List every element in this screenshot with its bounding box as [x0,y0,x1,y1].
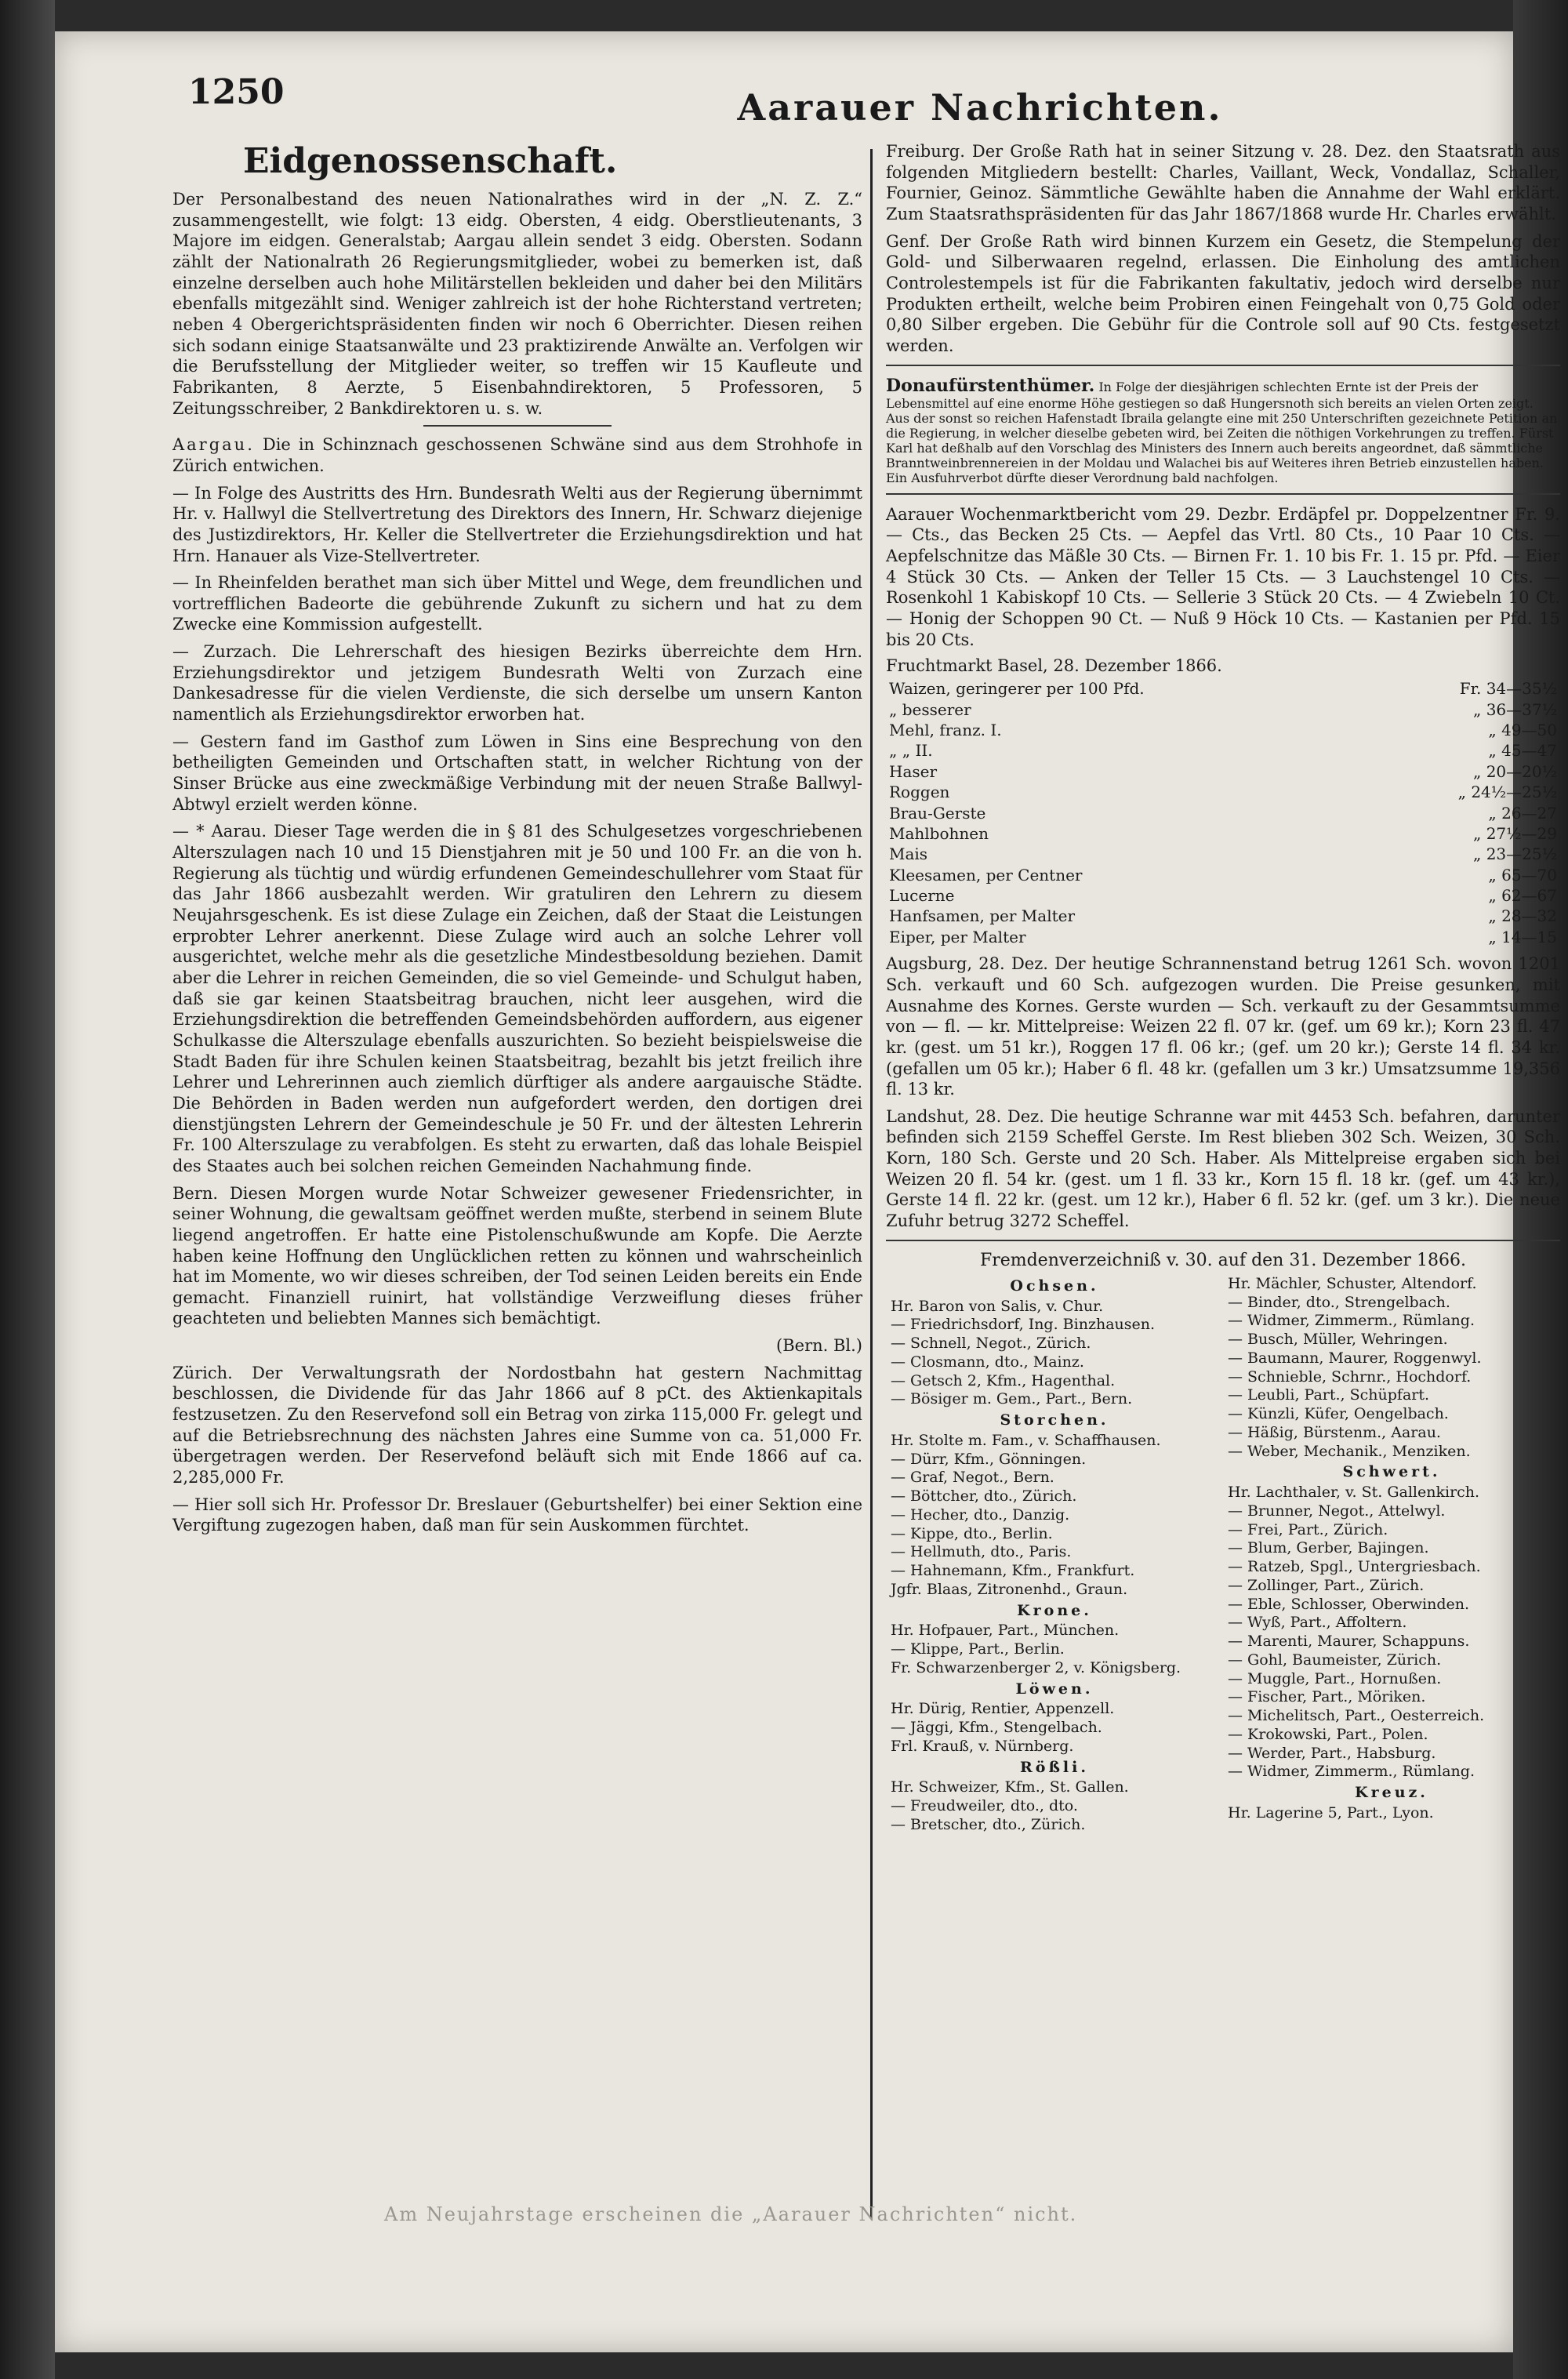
guest-entry: Hr. Lagerine 5, Part., Lyon. [1228,1803,1434,1821]
grain-row [886,740,1560,761]
article-bern-source [172,1335,862,1357]
grain-row [886,885,1560,906]
guest-entry: — Hahnemann, Kfm., Frankfurt. [891,1562,1135,1580]
fruchtmarkt-heading: Fruchtmarkt Basel, 28. Dezember 1866. [886,656,1222,676]
grain-price: „ 49—50 [1488,720,1557,739]
section-heading-eidgenossenschaft: Eidgenossenschaft. [243,141,618,181]
grain-name: „ besserer [889,699,971,719]
article-welti: — In Folge des Austritts des Hrn. Bundesrath Welti aus der Regierung übernimmt Hr. v. Hallwyl die Stellvertretung des Direktors des Innern, Hr. Schwarz diejenige des Justizdirektors, Hr. Keller die Stellvertreter die Erziehungsdirektion und hat Hrn. Hanauer als Vize-Stellvertreter. [172,483,862,565]
divider [886,1240,1560,1241]
guest-entry: — Schnieble, Schrnr., Hochdorf. [1228,1367,1472,1386]
grain-row [886,865,1560,885]
guest-entry: Hr. Baron von Salis, v. Chur. [891,1297,1104,1315]
guest-entry: — Ratzeb, Spgl., Untergriesbach. [1228,1558,1481,1576]
guest-entry: — Wyß, Part., Affoltern. [1228,1614,1407,1632]
article-zurzach: — Zurzach. Die Lehrerschaft des hiesigen Bezirks überreichte dem Hrn. Erziehungsdirektor und jetzigem Bundesrath Welti von Zurzach eine Dankesadresse für die vielen Verdienste, die sich derselbe um unsern Kanton namentlich als Erziehungsdirektor erworben hat. [172,642,862,725]
guest-entry: — Getsch 2, Kfm., Hagenthal. [891,1371,1116,1389]
grain-name: Roggen [889,783,950,802]
guest-entry: — Häßig, Bürstenm., Aarau. [1228,1423,1441,1441]
grain-row [886,782,1560,802]
hotel-name: Löwen. [1015,1680,1094,1698]
guest-entry: — Hecher, dto., Danzig. [891,1505,1070,1524]
guest-entry: — Widmer, Zimmerm., Rümlang. [1228,1763,1475,1781]
guest-entry: Hr. Lachthaler, v. St. Gallenkirch. [1228,1484,1480,1502]
guest-entry: Hr. Dürig, Rentier, Appenzell. [891,1700,1115,1718]
guest-entry: — Kippe, dto., Berlin. [891,1524,1053,1542]
grain-name: Waizen, geringerer per 100 Pfd. [889,679,1145,699]
grain-price: „ 26—27 [1488,803,1557,823]
article-aargau [172,434,862,476]
article-zuerich: Zürich. Der Verwaltungsrath der Nordostbahn hat gestern Nachmittag beschlossen, die Dividende für das Jahr 1866 auf 8 pCt. des Aktienkapitals festzusetzen. Zu den Reservefond soll ein Betrag von zirka 115,000 Fr. gelegt und auf die Betriebsrechnung des nächsten Jahres eine Summe von ca. 51,000 Fr. übergetragen werden. Der Reservefond beläuft sich mit Ende 1866 auf ca. 2,285,000 Fr. [172,1363,862,1487]
right-column [886,141,1560,1835]
grain-row [886,927,1560,947]
guest-entry: — Bösiger m. Gem., Part., Bern. [891,1390,1133,1408]
page-number: 1250 [188,72,285,112]
guest-entry: — Widmer, Zimmerm., Rümlang. [1228,1312,1475,1330]
guest-entry: — Dürr, Kfm., Gönningen. [891,1450,1087,1468]
hotel-name: Ochsen. [1010,1277,1099,1295]
article-genf: Genf. Der Große Rath wird binnen Kurzem ein Gesetz, die Stempelung der Gold- und Silberwaaren regelnd, erlassen. Die Einholung des amtlichen Controlestempels ist für die Fabrikanten fakultativ, jedoch wird derselbe nur Produkten ertheilt, welche beim Probiren einen Feingehalt von 0,75 Gold oder 0,80 Silber ergeben. Die Gebühr für die Controle soll auf 90 Cts. festgesetzt werden. [886,231,1560,355]
grain-row [886,906,1560,926]
grain-row [886,720,1560,740]
divider [886,493,1560,495]
guest-list-column-2 [1223,1275,1560,1835]
guest-entry: — Böttcher, dto., Zürich. [891,1487,1077,1505]
guest-entry: — Brunner, Negot., Attelwyl. [1228,1502,1446,1520]
guest-entry: — Busch, Müller, Wehringen. [1228,1331,1448,1349]
guest-entry: Jgfr. Blaas, Zitronenhd., Graun. [891,1580,1128,1598]
guest-entry: — Jäggi, Kfm., Stengelbach. [891,1719,1102,1737]
grain-price: „ 27½—29 [1472,823,1557,843]
source-bern: (Bern. Bl.) [776,1336,862,1356]
guest-entry: — Freudweiler, dto., dto. [891,1797,1078,1815]
grain-price: „ 14—15 [1488,927,1557,946]
guest-entry: — Werder, Part., Habsburg. [1228,1744,1436,1762]
grain-name: Haser [889,761,938,781]
grain-name: Mehl, franz. I. [889,720,1002,739]
grain-row [886,844,1560,864]
grain-price: „ 23—25½ [1472,844,1557,864]
grain-row [886,823,1560,844]
grain-price: „ 65—70 [1488,865,1557,884]
article-sins: — Gestern fand im Gasthof zum Löwen in Sins eine Besprechung von den betheiligten Gemeinden und Ortschaften statt, in welcher Richtung von der Sinser Brücke aus eine zweckmäßige Verbindung mit der neuen Straße Ballwyl-Abtwyl erzielt werden könne. [172,732,862,814]
guest-entry: — Marenti, Maurer, Schappuns. [1228,1633,1470,1651]
divider [886,365,1560,366]
grain-price: „ 45—47 [1488,741,1557,761]
guest-entry: Fr. Schwarzenberger 2, v. Königsberg. [891,1658,1181,1676]
hotel-name: Storchen. [1000,1411,1109,1429]
column-divider [870,149,873,2219]
grain-price: „ 20—20½ [1472,761,1557,781]
guest-entry: — Hellmuth, dto., Paris. [891,1543,1072,1561]
guest-entry: Hr. Stolte m. Fam., v. Schaffhausen. [891,1431,1161,1449]
newspaper-page [55,31,1560,2352]
article-bern: Bern. Diesen Morgen wurde Notar Schweizer gewesener Friedensrichter, in seiner Wohnung, die gewaltsam geöffnet werden mußte, sterbend in seinem Blute liegend angetroffen. Er hatte eine Pistolenschußwunde am Kopfe. Die Aerzte haben keine Hoffnung den Unglücklichen retten zu können und wahrscheinlich hat im Momente, wo wir dieses schreiben, der Tod seinen Leiden bereits ein Ende gemacht. Finanziell ruinirt, hat vollständige Verzweiflung dieses früher geachteten und beliebten Mannes sich bemächtigt. [172,1183,862,1328]
guest-entry: Hr. Hofpauer, Part., München. [891,1622,1120,1640]
article-augsburg: Augsburg, 28. Dez. Der heutige Schrannenstand betrug 1261 Sch. wovon 1201 Sch. verkauft und 60 Sch. aufgezogen wurden. Die Preise gesunken, mit Ausnahme des Kornes. Gerste wurden — Sch. verkauft zu der Gesammtsumme von — fl. — kr. Mittelpreise: Weizen 22 fl. 07 kr. (gef. um 69 kr.); Korn 23 fl. 47 kr. (gest. um 51 kr.), Roggen 17 fl. 06 kr.; (gef. um 20 kr.); Gerste 14 fl. 34 kr. (gefallen um 05 kr.); Haber 6 fl. 48 kr. (gefallen um 3 kr.) Umsatzsumme 19,356 fl. 13 kr. [886,954,1560,1099]
guest-entry: Hr. Schweizer, Kfm., St. Gallen. [891,1778,1129,1796]
article-landshut: Landshut, 28. Dez. Die heutige Schranne war mit 4453 Sch. befahren, darunter befinden sich 2159 Scheffel Gerste. Im Rest blieben 302 Sch. Weizen, 30 Sch. Korn, 180 Sch. Gerste und 20 Sch. Haber. Als Mittelpreise ergaben sich bei Weizen 20 fl. 54 kr. (gest. um 1 fl. 33 kr., Korn 15 fl. 18 kr. (gef. um 43 kr.), Gerste 14 fl. 22 kr. (gest. um 12 kr.), Haber 6 fl. 52 kr. (gef. um 3 kr.). Die neue Zufuhr betrug 3272 Scheffel. [886,1106,1560,1231]
grain-row [886,678,1560,699]
grain-price: „ 24½—25½ [1457,783,1557,802]
grain-row [886,761,1560,782]
guest-entry: — Friedrichsdorf, Ing. Binzhausen. [891,1316,1156,1334]
article-aarau: — * Aarau. Dieser Tage werden die in § 81 des Schulgesetzes vorgeschriebenen Alterszulagen nach 10 und 15 Dienstjahren mit je 50 und 100 Fr. an die von h. Regierung als tüchtig und würdig erfundenen Gemeindeschullehrer vom Staat für das Jahr 1866 ausbezahlt werden. Wir gratuliren den Lehrern zu diesem Neujahrsgeschenk. Es ist diese Zulage ein Zeichen, daß der Staat die Leistungen erprobter Lehrer anerkennt. Diese Zulage wird auch an solche Lehrer voll ausgerichtet, welche mehr als die gesetzliche Mindestbesoldung beziehen. Damit aber die Lehrer in reichen Gemeinden, die so viel Gemeinde- und Schulgut haben, daß sie gar keinen Staatsbeitrag brauchen, nicht leer ausgehen, wird die Erziehungsdirektion die betreffenden Gemeindsbehörden auffordern, aus eigener Schulkasse die Alterszulage ebenfalls auszurichten. So bezieht beispielsweise die Stadt Baden für ihre Schulen keinen Staatsbeitrag, bezahlt bis jetzt freilich ihre Lehrer und Lehrerinnen auch ziemlich dürftiger als andere aargauische Städte. Die Behörden in Baden werden nun aufgefordert werden, den dortigen drei dienstjüngsten Lehrern der Gemeindeschule je 50 Fr. und der ältesten Lehrerin Fr. 100 Alterszulage zu verabfolgen. Es steht zu erwarten, daß das lohale Beispiel des Staates auch bei solchen reichen Gemeinden Nachahmung finde. [172,822,862,1175]
section-heading-donau: Donaufürstenthümer. [886,375,1095,396]
bleed-through-notice: Am Neujahrstage erscheinen die „Aarauer Nachrichten“ nicht. [384,2203,1078,2225]
guest-entry: — Fischer, Part., Möriken. [1228,1688,1426,1706]
guest-entry: Frl. Krauß, v. Nürnberg. [891,1737,1074,1755]
guest-entry: — Eble, Schlosser, Oberwinden. [1228,1595,1470,1613]
grain-row [886,699,1560,720]
grain-name: „ „ II. [889,741,933,761]
guest-entry: — Leubli, Part., Schüpfart. [1228,1386,1430,1404]
guest-list-column-1 [886,1275,1223,1835]
hotel-name: Kreuz. [1355,1784,1428,1802]
left-column [172,141,862,1542]
grain-name: Brau-Gerste [889,803,986,823]
guest-entry: — Blum, Gerber, Bajingen. [1228,1539,1429,1557]
guest-entry: — Zollinger, Part., Zürich. [1228,1576,1425,1594]
grain-price: „ 62—67 [1488,886,1557,906]
article-freiburg: Freiburg. Der Große Rath hat in seiner Sitzung v. 28. Dez. den Staatsrath aus folgenden Mitgliedern bestellt: Charles, Vaillant, Weck, Vondallaz, Schaller, Fournier, Geinoz. Sämmtliche Gewählte haben die Annahme der Wahl erklärt. Zum Staatsrathspräsidenten für das Jahr 1867/1868 wurde Hr. Charles erwählt. [886,142,1560,223]
guest-entry: — Baumann, Maurer, Roggenwyl. [1228,1349,1482,1367]
guest-entry: — Closmann, dto., Mainz. [891,1353,1084,1371]
hotel-name: Krone. [1017,1601,1092,1619]
grain-price: „ 36—37½ [1472,699,1557,719]
grain-name: Eiper, per Malter [889,927,1026,946]
article-breslauer: — Hier soll sich Hr. Professor Dr. Breslauer (Geburtshelfer) bei einer Sektion eine Vergiftung zugezogen haben, daß man für sein Auskommen fürchtet. [172,1495,862,1535]
grain-name: Hanfsamen, per Malter [889,906,1076,926]
guest-entry: — Binder, dto., Strengelbach. [1228,1293,1450,1311]
guest-entry: — Graf, Negot., Bern. [891,1469,1054,1487]
grain-name: Mais [889,844,928,864]
guest-entry: — Muggle, Part., Hornußen. [1228,1669,1442,1687]
guest-entry: — Klippe, Part., Berlin. [891,1640,1065,1658]
guest-entry: — Schnell, Negot., Zürich. [891,1335,1091,1353]
grain-row [886,803,1560,823]
grain-name: Kleesamen, per Centner [889,865,1083,884]
grain-price-table [886,678,1560,947]
masthead: Aarauer Nachrichten. [737,86,1223,129]
article-nationalrath: Der Personalbestand des neuen Nationalrathes wird in der „N. Z. Z.“ zusammengestellt, wie folgt: 13 eidg. Obersten, 4 eidg. Oberstlieutenants, 3 Majore im eidgen. Generalstab; Aargau allein sendet 3 eidg. Obersten. Sodann zählt der Nationalrath 26 Regierungsmitglieder, wobei zu bemerken ist, daß einzelne derselben auch hohe Militärstellen bekleiden und daher bei den Militärs ebenfalls mitgezählt sind. Weniger zahlreich ist der hohe Richterstand vertreten; neben 4 Obergerichtspräsidenten finden wir noch 6 Oberrichter. Diesen reihen sich sodann einige Staatsanwälte und 23 praktizirende Anwälte an. Verfolgen wir die Berufsstellung der Mitglieder weiter, so treffen wir 15 Kaufleute und Fabrikanten, 8 Aerzte, 5 Eisenbahndirektoren, 5 Professoren, 5 Zeitungsschreiber, 2 Bankdirektoren u. s. w. [172,190,862,418]
guest-entry: — Krokowski, Part., Polen. [1228,1725,1428,1743]
article-wochenmarkt: Aarauer Wochenmarktbericht vom 29. Dezbr. Erdäpfel pr. Doppelzentner Fr. 9. — Cts., das Becken 25 Cts. — Aepfel das Vrtl. 80 Cts., 10 Paar 10 Cts. — Aepfelschnitze das Mäßle 30 Cts. — Birnen Fr. 1. 10 bis Fr. 1. 15 pr. Pfd. — Eier 4 Stück 30 Cts. — Anken der Teller 15 Cts. — 3 Lauchstengel 10 Cts. — Rosenkohl 1 Kabiskopf 10 Cts. — Sellerie 3 Stück 20 Cts. — 4 Zwiebeln 10 Ct. — Honig der Schoppen 90 Ct. — Nuß 9 Höck 10 Cts. — Kastanien per Pfd. 15 bis 20 Cts. [886,504,1560,649]
guest-list [886,1275,1560,1835]
divider [423,425,612,427]
guest-entry: — Frei, Part., Zürich. [1228,1520,1388,1538]
hotel-name: Rößli. [1020,1758,1089,1776]
book-binding-left [0,0,55,2379]
grain-price: Fr. 34—35½ [1459,679,1557,699]
guest-entry: — Bretscher, dto., Zürich. [891,1815,1086,1833]
hotel-name: Schwert. [1342,1463,1441,1481]
grain-price: „ 28—32 [1488,906,1557,926]
article-aargau-text: Die in Schinznach geschossenen Schwäne sind aus dem Strohhofe in Zürich entwichen. [172,435,862,475]
article-donau-text: In Folge der diesjährigen schlechten Ernte ist der Preis der Lebensmittel auf eine enorme Höhe gestiegen so daß Hungersnoth sich bereits an vielen Orten zeigt. Aus der sonst so reichen Hafenstadt Ibraila gelangte eine mit 250 Unterschriften gezeichnete Petition an die Regierung, in welcher dieselbe gebeten wird, bei Zeiten die nöthigen Vorkehrungen zu treffen. Fürst Karl hat deßhalb auf den Vorschlag des Ministers des Innern auch bereits angeordnet, daß sämmtliche Branntweinbrennereien in der Moldau und Walachei bis auf Weiteres ihren Betrieb einzustellen haben. Ein Ausfuhrverbot dürfte dieser Verordnung bald nachfolgen. [886,379,1558,485]
guest-entry: — Künzli, Küfer, Oengelbach. [1228,1405,1449,1423]
grain-name: Lucerne [889,886,955,906]
guest-entry: — Michelitsch, Part., Oesterreich. [1228,1707,1485,1725]
article-rheinfelden: — In Rheinfelden berathet man sich über Mittel und Wege, dem freundlichen und vortrefflichen Badeorte die gebührende Zukunft zu sichern und hat zu dem Zwecke eine Kommission aufgestellt. [172,573,862,634]
guest-entry: — Weber, Mechanik., Menziken. [1228,1442,1471,1460]
place-aargau: Aargau. [172,435,255,455]
fremdenverzeichnis-heading: Fremdenverzeichniß v. 30. auf den 31. Dezember 1866. [979,1250,1467,1270]
guest-entry: Hr. Mächler, Schuster, Altendorf. [1228,1274,1477,1292]
guest-entry: — Gohl, Baumeister, Zürich. [1228,1651,1442,1669]
grain-name: Mahlbohnen [889,823,989,843]
